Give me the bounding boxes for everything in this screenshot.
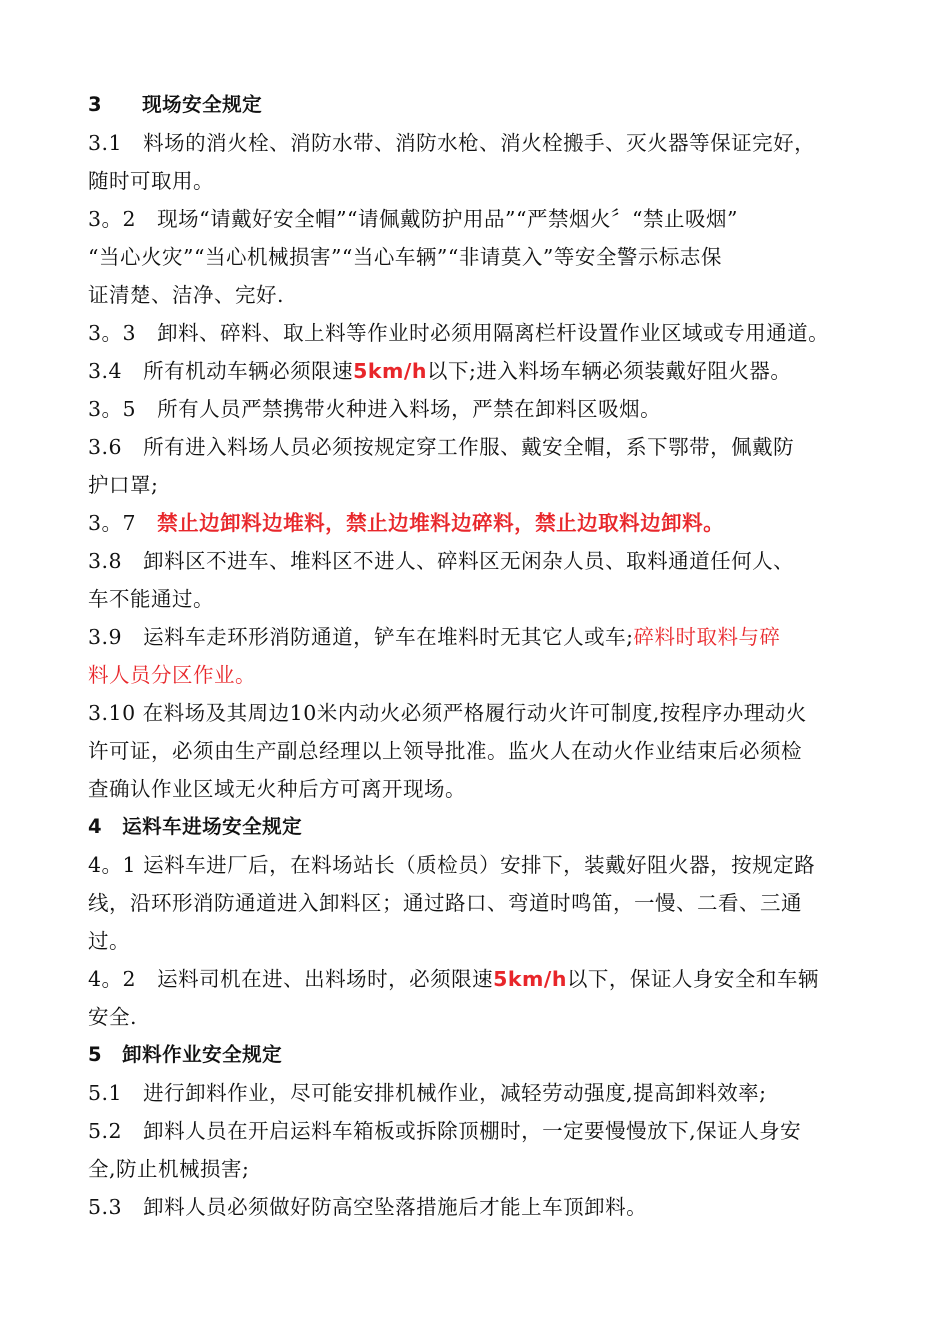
text-line: “当心火灾”“当心机械损害”“当心车辆”“非请莫入”等安全警示标志保 xyxy=(88,245,722,269)
text-line: 车不能通过。 xyxy=(88,587,214,611)
speed-limit-highlight: 5km/h xyxy=(493,967,567,991)
text-line: 3.10 在料场及其周边10米内动火必须严格履行动火许可制度,按程序办理动火 xyxy=(88,701,807,725)
text-line: 线，沿环形消防通道进入卸料区；通过路口、弯道时鸣笛，一慢、二看、三通 xyxy=(88,891,802,915)
text-line: 3。2 现场“请戴好安全帽”“请佩戴防护用品”“严禁烟火〞“禁止吸烟” xyxy=(88,207,738,231)
paragraph-3-10 xyxy=(88,694,874,808)
warning-highlight: 禁止边卸料边堆料，禁止边堆料边碎料，禁止边取料边卸料。 xyxy=(157,511,725,535)
text-line: 证清楚、洁净、完好. xyxy=(88,283,285,307)
paragraph-4-2 xyxy=(88,960,874,1036)
text-run: 以下;进入料场车辆必须装戴好阻火器。 xyxy=(426,359,792,383)
text-line: 4。1 运料车进厂后，在料场站长（质检员）安排下，装戴好阻火器，按规定路 xyxy=(88,853,816,877)
paragraph-3-5: 3。5 所有人员严禁携带火种进入料场，严禁在卸料区吸烟。 xyxy=(88,397,662,421)
speed-limit-highlight: 5km/h xyxy=(353,359,427,383)
paragraph-3-8 xyxy=(88,542,874,618)
text-run: 3.9 运料车走环形消防通道，铲车在堆料时无其它人或车; xyxy=(88,625,634,649)
red-text-run: 碎料时取料与碎 xyxy=(633,625,781,649)
section-4-heading: 4 运料车进场安全规定 xyxy=(88,815,303,838)
text-run: 4。2 运料司机在进、出料场时，必须限速 xyxy=(88,967,494,991)
text-line xyxy=(88,618,874,656)
paragraph-3-9 xyxy=(88,618,874,694)
text-line: 护口罩; xyxy=(88,473,159,497)
paragraph-3-1 xyxy=(88,124,874,200)
text-line: 3.8 卸料区不进车、堆料区不进人、碎料区无闲杂人员、取料通道任何人、 xyxy=(88,549,795,573)
text-run: 以下，保证人身安全和车辆 xyxy=(566,967,819,991)
text-line: 5.2 卸料人员在开启运料车箱板或拆除顶棚时，一定要慢慢放下,保证人身安 xyxy=(88,1119,802,1143)
text-line: 随时可取用。 xyxy=(88,169,214,193)
red-text-line: 料人员分区作业。 xyxy=(88,663,256,687)
section-3-heading: 3 现场安全规定 xyxy=(88,93,263,116)
text-run: 3。7 xyxy=(88,511,158,535)
text-line: 3.6 所有进入料场人员必须按规定穿工作服、戴安全帽，系下鄂带，佩戴防 xyxy=(88,435,795,459)
paragraph-5-1: 5.1 进行卸料作业，尽可能安排机械作业，减轻劳动强度,提高卸料效率; xyxy=(88,1081,767,1105)
text-line: 安全. xyxy=(88,1005,138,1029)
text-run: 3.4 所有机动车辆必须限速 xyxy=(88,359,354,383)
paragraph-3-2 xyxy=(88,200,874,314)
document-body xyxy=(88,86,874,1226)
text-line: 过。 xyxy=(88,929,130,953)
section-5-heading: 5 卸料作业安全规定 xyxy=(88,1043,283,1066)
paragraph-5-2 xyxy=(88,1112,874,1188)
paragraph-5-3: 5.3 卸料人员必须做好防高空坠落措施后才能上车顶卸料。 xyxy=(88,1195,648,1219)
paragraph-3-7 xyxy=(88,504,874,542)
text-line: 许可证，必须由生产副总经理以上领导批准。监火人在动火作业结束后必须检 xyxy=(88,739,802,763)
text-line: 查确认作业区域无火种后方可离开现场。 xyxy=(88,777,466,801)
paragraph-3-3: 3。3 卸料、碎料、取上料等作业时必须用隔离栏杆设置作业区域或专用通道。 xyxy=(88,321,830,345)
text-line: 全,防止机械损害; xyxy=(88,1157,250,1181)
paragraph-3-6 xyxy=(88,428,874,504)
text-line xyxy=(88,960,874,998)
text-line: 3.1 料场的消火栓、消防水带、消防水枪、消火栓搬手、灭火器等保证完好， xyxy=(88,131,816,155)
paragraph-4-1 xyxy=(88,846,874,960)
paragraph-3-4 xyxy=(88,352,874,390)
